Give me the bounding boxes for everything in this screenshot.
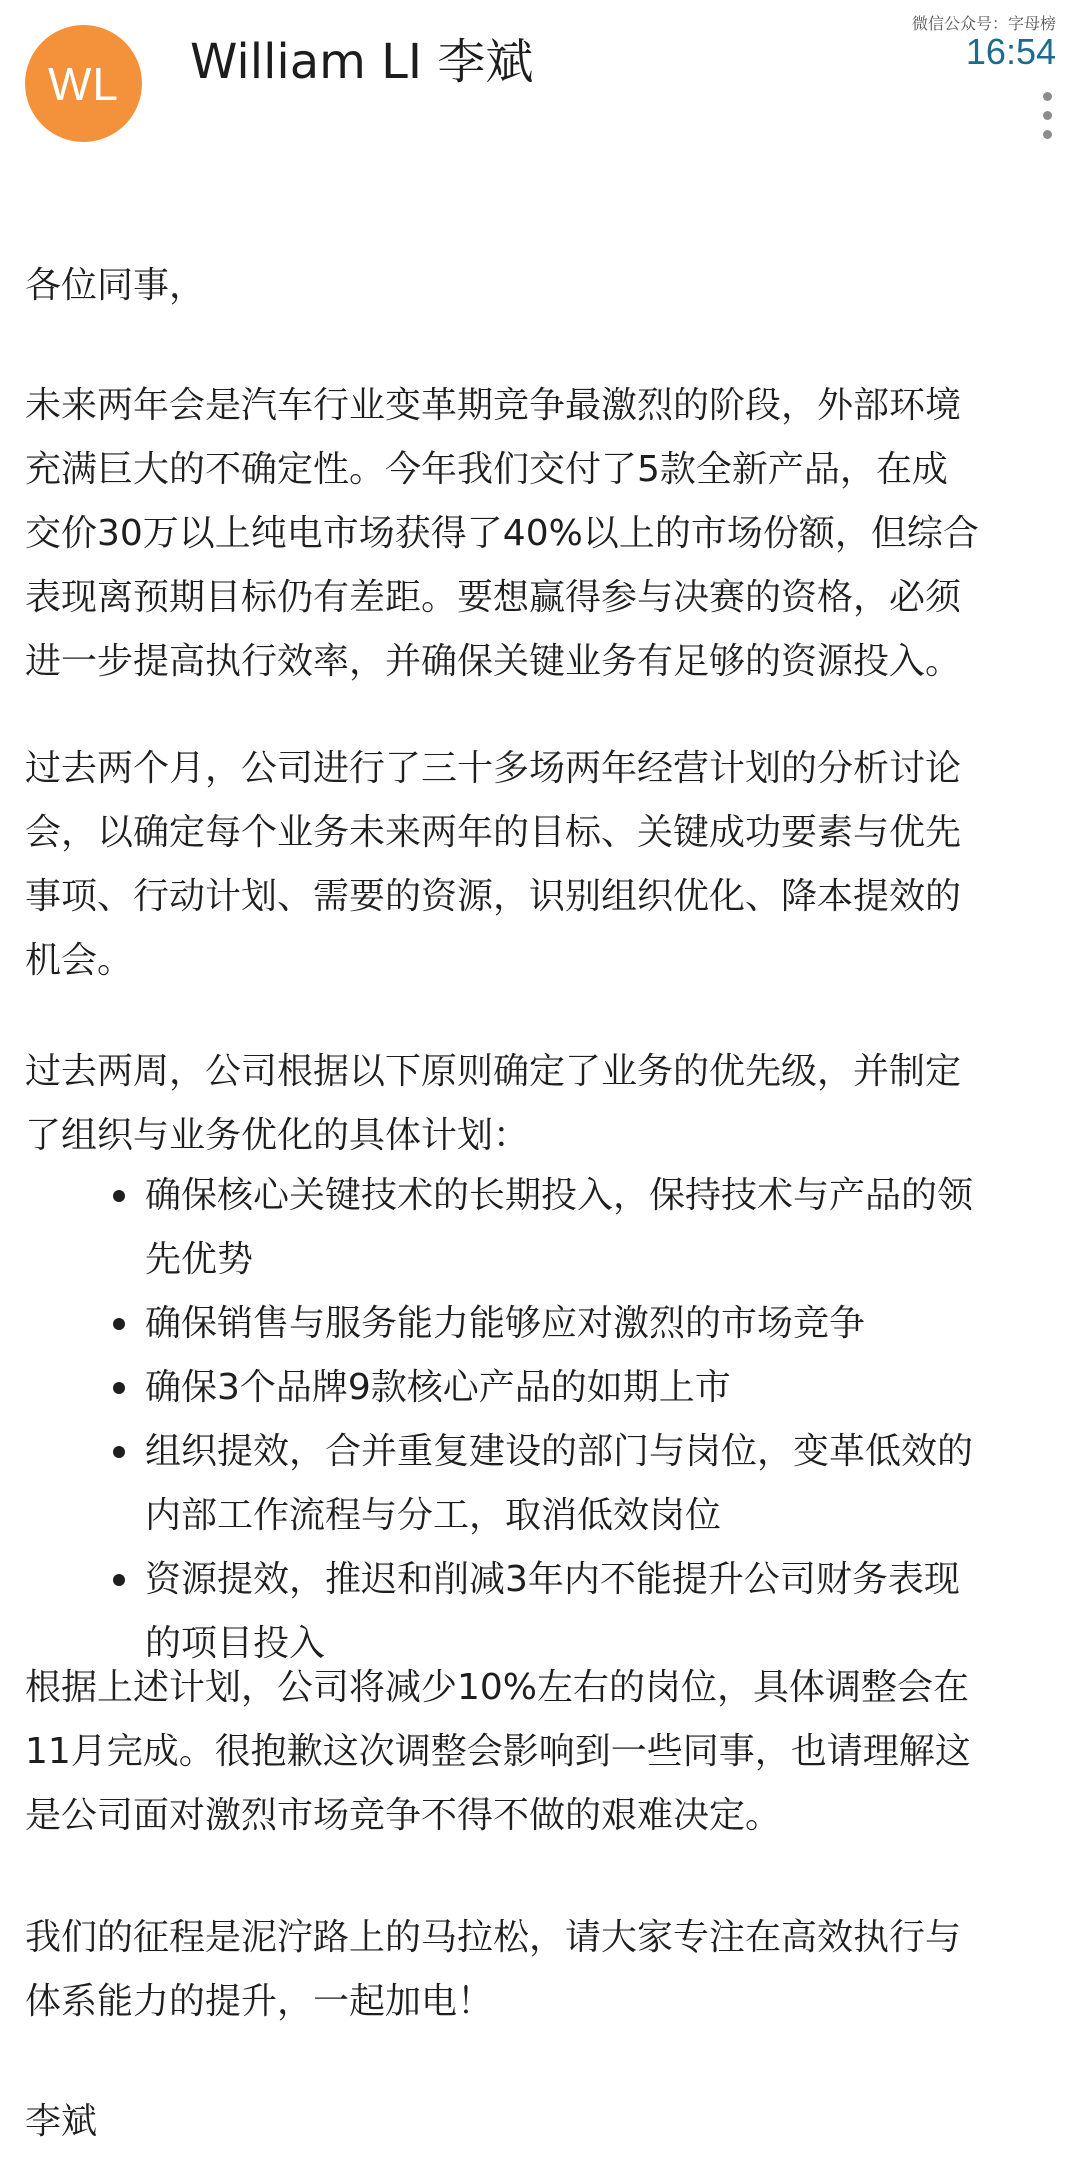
- avatar-initials: WL: [48, 57, 119, 110]
- signature-line: 李斌: [25, 2101, 98, 2142]
- list-item: [25, 1292, 1065, 1356]
- sender-name[interactable]: William LI 李斌: [190, 34, 534, 90]
- paragraph-line: 了组织与业务优化的具体计划：: [25, 1115, 530, 1156]
- list-item-line: 先优势: [145, 1239, 254, 1280]
- bullet-icon: [113, 1574, 125, 1586]
- paragraph-1: [25, 374, 1060, 694]
- paragraph-5: [25, 1906, 1060, 2034]
- message-header: [0, 0, 1080, 175]
- paragraph-line: 未来两年会是汽车行业变革期竞争最激烈的阶段，外部环境: [25, 385, 962, 426]
- paragraph-line: 充满巨大的不确定性。今年我们交付了5款全新产品，在成: [25, 449, 948, 490]
- principles-list: [25, 1164, 1065, 1676]
- more-vertical-icon[interactable]: [1040, 92, 1054, 140]
- list-item-line: 内部工作流程与分工，取消低效岗位: [145, 1495, 722, 1536]
- paragraph-2: [25, 737, 1060, 993]
- message-time: 16:54: [965, 31, 1056, 72]
- bullet-icon: [113, 1446, 125, 1458]
- list-item: [25, 1420, 1065, 1548]
- greeting: [25, 254, 1060, 318]
- paragraph-line: 表现离预期目标仍有差距。要想赢得参与决赛的资格，必须: [25, 577, 962, 618]
- paragraph-line: 会，以确定每个业务未来两年的目标、关键成功要素与优先: [25, 812, 962, 853]
- list-item-line: 的项目投入: [145, 1623, 326, 1664]
- paragraph-line: 事项、行动计划、需要的资源，识别组织优化、降本提效的: [25, 876, 962, 917]
- list-item-line: 确保3个品牌9款核心产品的如期上市: [145, 1367, 731, 1408]
- paragraph-3: [25, 1040, 1060, 1168]
- paragraph-line: 进一步提高执行效率，并确保关键业务有足够的资源投入。: [25, 641, 962, 682]
- bullet-icon: [113, 1318, 125, 1330]
- list-item-line: 组织提效，合并重复建设的部门与岗位，变革低效的: [145, 1431, 974, 1472]
- paragraph-line: 是公司面对激烈市场竞争不得不做的艰难决定。: [25, 1795, 782, 1836]
- list-item: [25, 1356, 1065, 1420]
- list-item-line: 确保销售与服务能力能够应对激烈的市场竞争: [145, 1303, 866, 1344]
- list-item-line: 确保核心关键技术的长期投入，保持技术与产品的领: [145, 1175, 974, 1216]
- greeting-line: 各位同事，: [25, 265, 206, 306]
- paragraph-line: 过去两个月，公司进行了三十多场两年经营计划的分析讨论: [25, 748, 962, 789]
- paragraph-line: 根据上述计划，公司将减少10%左右的岗位，具体调整会在: [25, 1667, 970, 1708]
- paragraph-line: 11月完成。很抱歉这次调整会影响到一些同事，也请理解这: [25, 1731, 971, 1772]
- paragraph-line: 体系能力的提升，一起加电！: [25, 1981, 494, 2022]
- paragraph-line: 交价30万以上纯电市场获得了40%以上的市场份额，但综合: [25, 513, 979, 554]
- list-item: [25, 1164, 1065, 1292]
- paragraph-line: 机会。: [25, 940, 134, 981]
- paragraph-line: 我们的征程是泥泞路上的马拉松，请大家专注在高效执行与: [25, 1917, 962, 1958]
- sender-avatar[interactable]: [25, 25, 142, 142]
- watermark-text: 微信公众号：字母榜: [912, 14, 1057, 33]
- paragraph-line: 过去两周，公司根据以下原则确定了业务的优先级，并制定: [25, 1051, 962, 1092]
- bullet-icon: [113, 1190, 125, 1202]
- list-item-line: 资源提效，推迟和削减3年内不能提升公司财务表现: [145, 1559, 960, 1600]
- paragraph-4: [25, 1656, 1060, 1848]
- bullet-icon: [113, 1382, 125, 1394]
- signature: [25, 2090, 1060, 2154]
